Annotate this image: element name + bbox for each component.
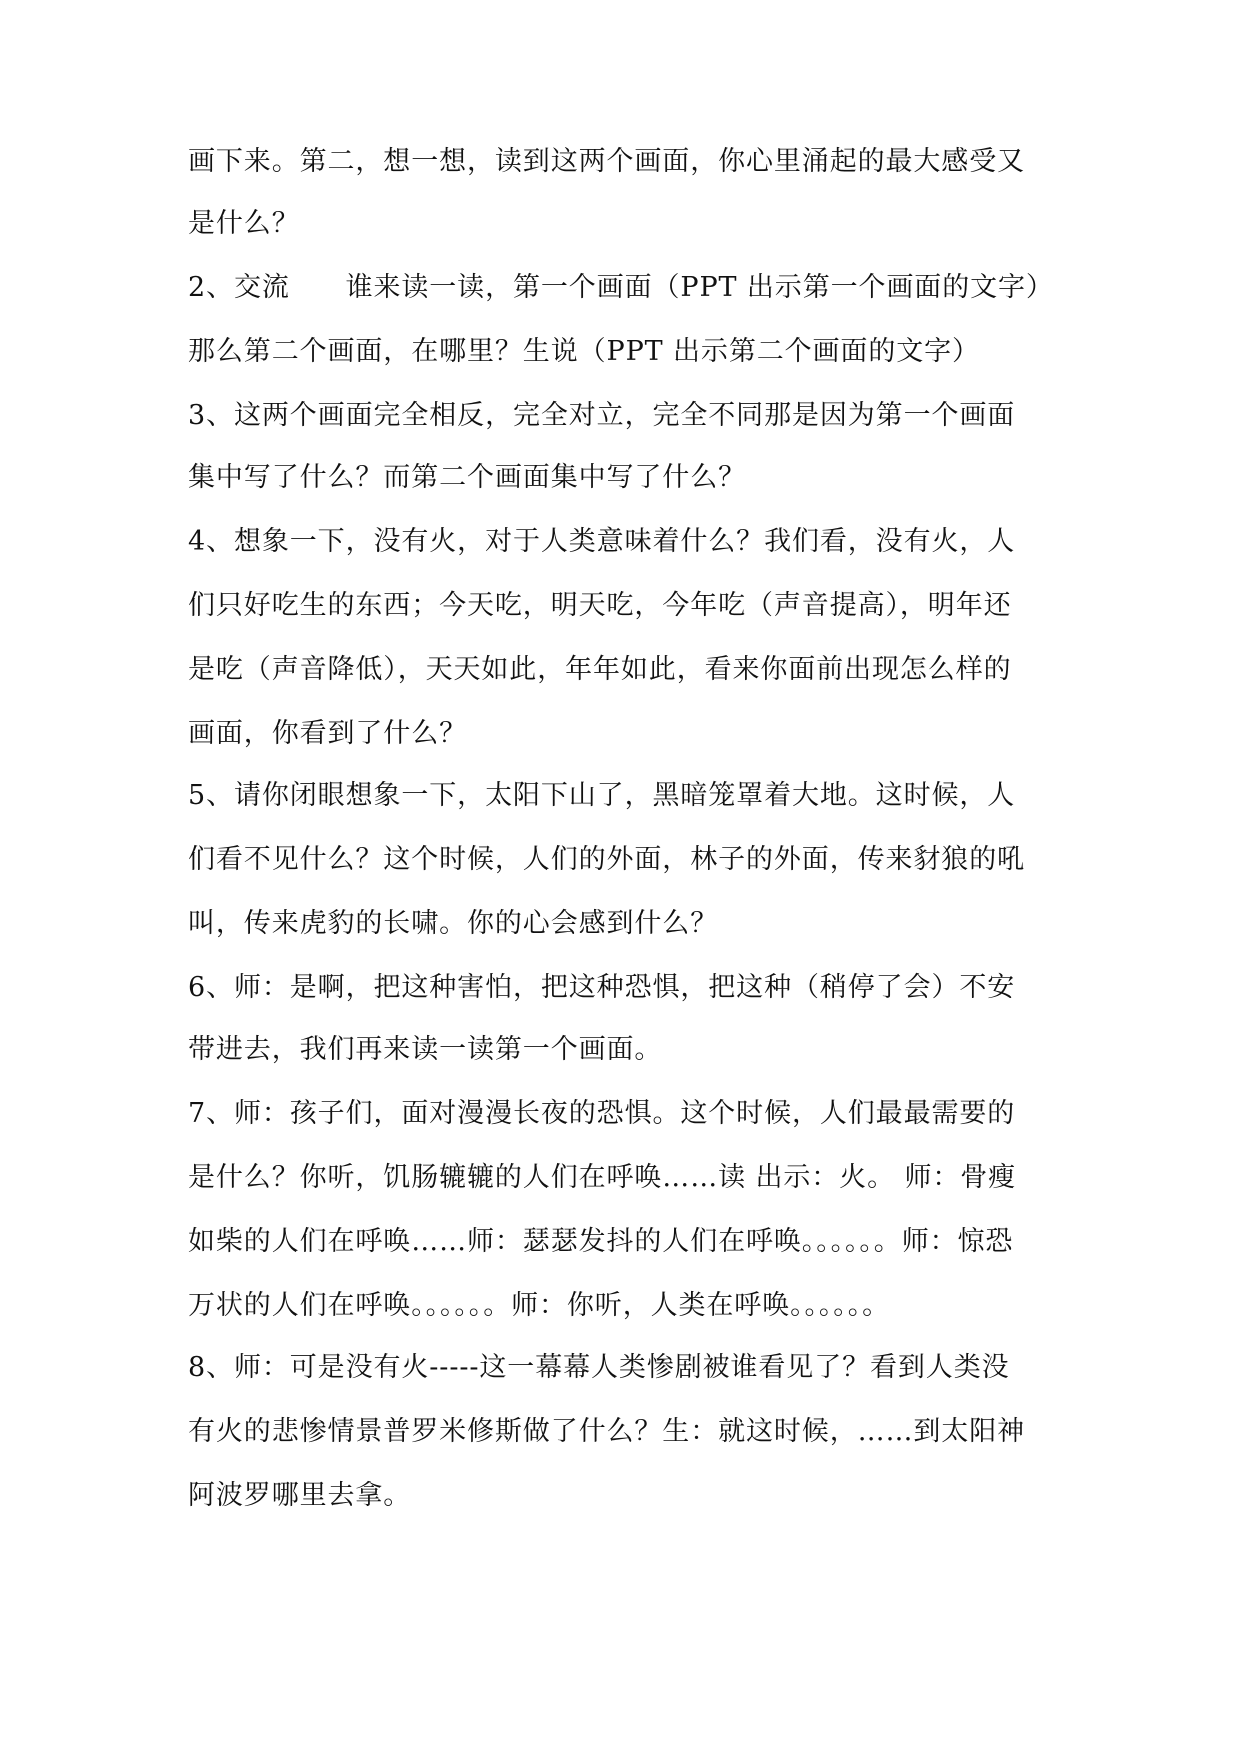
text-line: 阿波罗哪里去拿。	[188, 1480, 412, 1511]
text-line: 是什么？你听，饥肠辘辘的人们在呼唤……读 出示：火。 师：骨瘦	[188, 1162, 1017, 1193]
text-line: 万状的人们在呼唤。。。。。。师：你听，人类在呼唤。。。。。。	[188, 1290, 890, 1321]
text-line: 2、交流 谁来读一读，第一个画面（PPT 出示第一个画面的文字）	[188, 272, 1054, 303]
text-line: 那么第二个画面，在哪里？生说（PPT 出示第二个画面的文字）	[188, 336, 980, 367]
text-line: 们只好吃生的东西；今天吃，明天吃，今年吃（声音提高），明年还	[188, 590, 1012, 621]
text-line: 集中写了什么？而第二个画面集中写了什么？	[188, 462, 746, 493]
text-line: 4、想象一下，没有火，对于人类意味着什么？我们看，没有火，人	[188, 526, 1016, 557]
text-line: 7、师：孩子们，面对漫漫长夜的恐惧。这个时候，人们最最需要的	[188, 1098, 1016, 1129]
text-line: 3、这两个画面完全相反，完全对立，完全不同那是因为第一个画面	[188, 400, 1016, 431]
text-line: 如柴的人们在呼唤……师：瑟瑟发抖的人们在呼唤。。。。。。师：惊恐	[188, 1226, 1014, 1257]
text-line: 画下来。第二，想一想，读到这两个画面，你心里涌起的最大感受又	[188, 146, 1025, 177]
text-line: 有火的悲惨情景普罗米修斯做了什么？生：就这时候，……到太阳神	[188, 1416, 1025, 1447]
text-line: 叫，传来虎豹的长啸。你的心会感到什么？	[188, 908, 719, 939]
text-line: 是什么？	[188, 208, 300, 239]
text-line: 们看不见什么？这个时候，人们的外面，林子的外面，传来豺狼的吼	[188, 844, 1025, 875]
text-line: 带进去，我们再来读一读第一个画面。	[188, 1034, 663, 1065]
text-line: 是吃（声音降低），天天如此，年年如此，看来你面前出现怎么样的	[188, 654, 1012, 685]
text-line: 8、师：可是没有火-----这一幕幕人类惨剧被谁看见了？看到人类没	[188, 1352, 1010, 1383]
text-line: 画面，你看到了什么？	[188, 718, 467, 749]
text-line: 6、师：是啊，把这种害怕，把这种恐惧，把这种（稍停了会）不安	[188, 972, 1016, 1003]
text-line: 5、请你闭眼想象一下，太阳下山了，黑暗笼罩着大地。这时候，人	[188, 780, 1016, 811]
